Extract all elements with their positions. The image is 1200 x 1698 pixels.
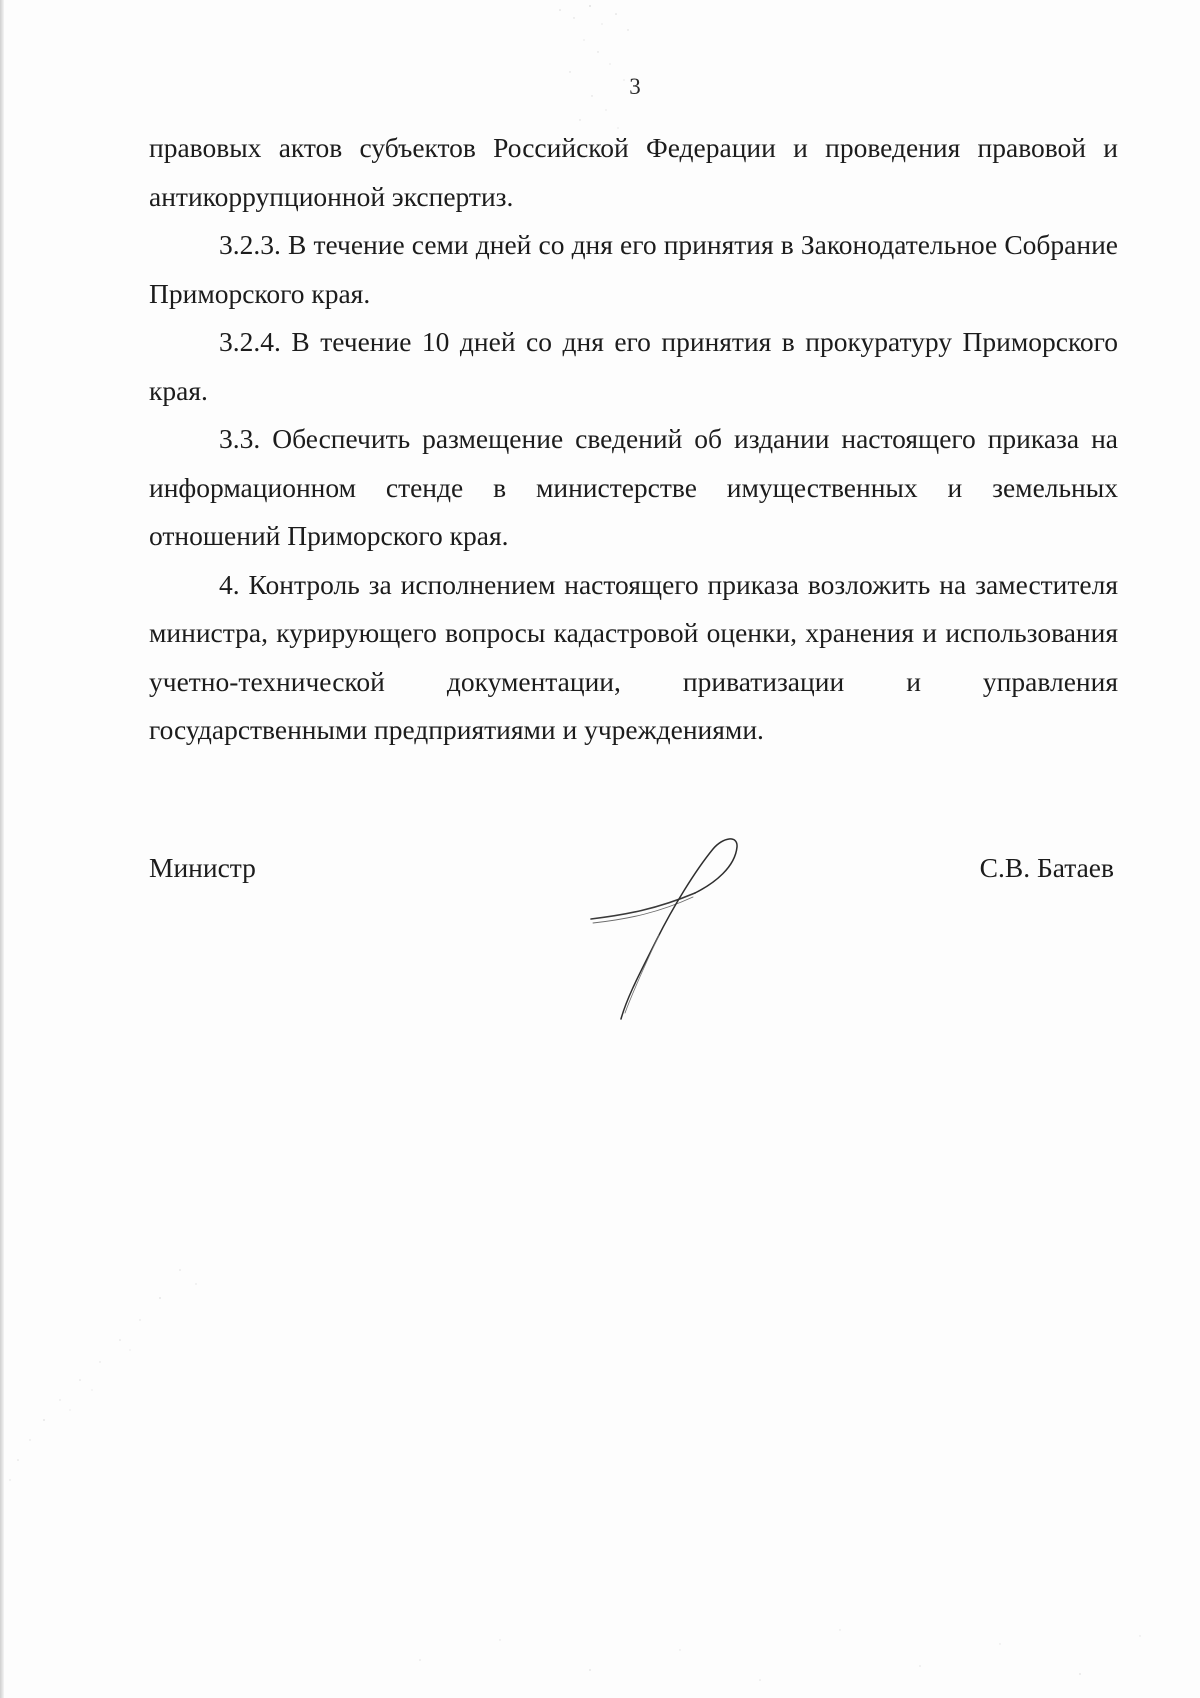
scan-speckle-top <box>540 0 660 140</box>
signatory-name: С.В. Батаев <box>979 852 1114 883</box>
scan-speckle-bottom-left <box>0 1250 240 1510</box>
scan-speckle-bottom <box>380 1600 1180 1698</box>
paragraph-3-2-3: 3.2.3. В течение семи дней со дня его принятия в Законодательное Собрание Приморского края. <box>149 229 1118 309</box>
page-number: 3 <box>629 74 641 99</box>
paragraph-continuation: правовых актов субъектов Российской Федерации и проведения правовой и антикоррупционной экспертиз. <box>149 132 1118 212</box>
document-body <box>149 124 1118 755</box>
handwritten-signature <box>585 835 760 1020</box>
paragraph-3-3: 3.3. Обеспечить размещение сведений об издании настоящего приказа на информационном стенде в министерстве имущественных и земельных отношений Приморского края. <box>149 423 1118 551</box>
paragraph-3-2-4: 3.2.4. В течение 10 дней со дня его принятия в прокуратуру Приморского края. <box>149 326 1118 406</box>
paragraph-4: 4. Контроль за исполнением настоящего приказа возложить на заместителя министра, курирующего вопросы кадастровой оценки, хранения и использования учетно-технической документации, приватизации и управления государственными предприятиями и учреждениями. <box>149 568 1118 745</box>
signatory-title: Министр <box>149 852 256 883</box>
